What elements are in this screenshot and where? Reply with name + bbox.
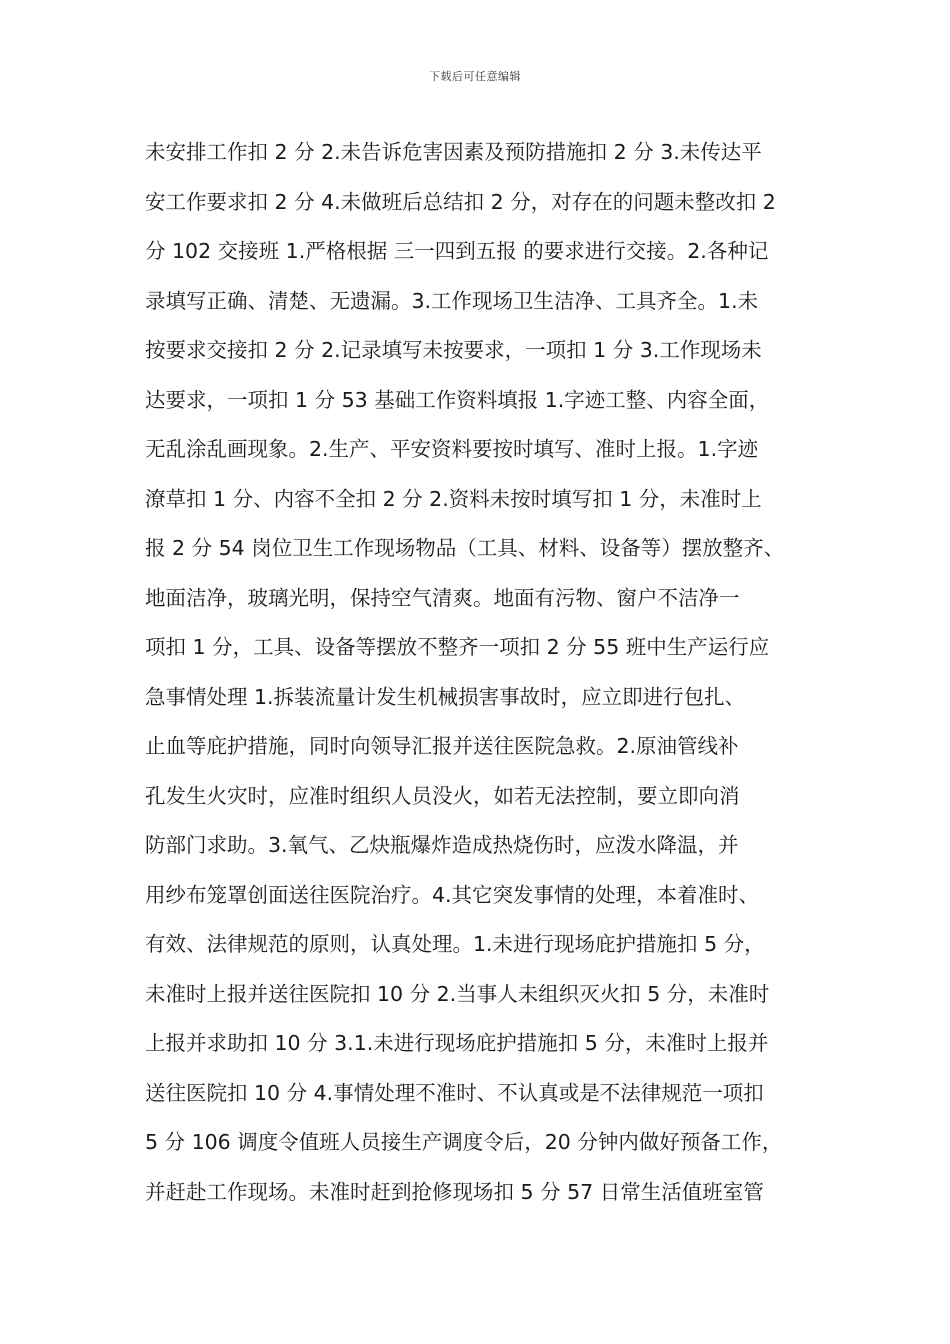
text-line: 分 102 交接班 1.严格根据 三一四到五报 的要求进行交接。2.各种记 <box>145 239 769 263</box>
text-line: 地面洁净，玻璃光明，保持空气清爽。地面有污物、窗户不洁净一 <box>145 585 740 610</box>
text-line: 未安排工作扣 2 分 2.未告诉危害因素及预防措施扣 2 分 3.未传达平 <box>145 140 762 164</box>
text-line: 防部门求助。3.氧气、乙炔瓶爆炸造成热烧伤时，应泼水降温，并 <box>145 833 739 857</box>
text-line: 急事情处理 1.拆装流量计发生机械损害事故时，应立即进行包扎、 <box>145 684 746 709</box>
body-text <box>145 128 825 1217</box>
text-line: 未准时上报并送往医院扣 10 分 2.当事人未组织灭火扣 5 分，未准时 <box>145 981 770 1006</box>
text-line: 5 分 106 调度令值班人员接生产调度令后，20 分钟内做好预备工作， <box>145 1130 783 1154</box>
header-note: 下载后可任意编辑 <box>429 70 521 83</box>
text-line: 止血等庇护措施，同时向领导汇报并送往医院急救。2.原油管线补 <box>145 734 739 758</box>
text-line: 报 2 分 54 岗位卫生工作现场物品（工具、材料、设备等）摆放整齐、 <box>145 536 785 560</box>
text-line: 项扣 1 分，工具、设备等摆放不整齐一项扣 2 分 55 班中生产运行应 <box>145 635 770 659</box>
text-line: 用纱布笼罩创面送往医院治疗。4.其它突发事情的处理，本着准时、 <box>145 882 760 907</box>
text-line: 送往医院扣 10 分 4.事情处理不准时、不认真或是不法律规范一项扣 <box>145 1080 764 1105</box>
text-line: 安工作要求扣 2 分 4.未做班后总结扣 2 分，对存在的问题未整改扣 2 <box>145 189 776 214</box>
text-line: 孔发生火灾时，应准时组织人员没火，如若无法控制，要立即向消 <box>145 783 740 808</box>
text-line: 并赶赴工作现场。未准时赶到抢修现场扣 5 分 57 日常生活值班室管 <box>145 1179 764 1204</box>
text-line: 录填写正确、清楚、无遗漏。3.工作现场卫生洁净、工具齐全。1.未 <box>145 288 759 313</box>
text-line: 上报并求助扣 10 分 3.1.未进行现场庇护措施扣 5 分，未准时上报并 <box>145 1031 769 1055</box>
text-line: 潦草扣 1 分、内容不全扣 2 分 2.资料未按时填写扣 1 分，未准时上 <box>145 486 762 511</box>
text-line: 达要求，一项扣 1 分 53 基础工作资料填报 1.字迹工整、内容全面， <box>145 387 770 412</box>
text-line: 有效、法律规范的原则，认真处理。1.未进行现场庇护措施扣 5 分， <box>145 932 765 956</box>
text-line: 按要求交接扣 2 分 2.记录填写未按要求，一项扣 1 分 3.工作现场未 <box>145 338 762 362</box>
text-line: 无乱涂乱画现象。2.生产、平安资料要按时填写、准时上报。1.字迹 <box>145 437 759 461</box>
